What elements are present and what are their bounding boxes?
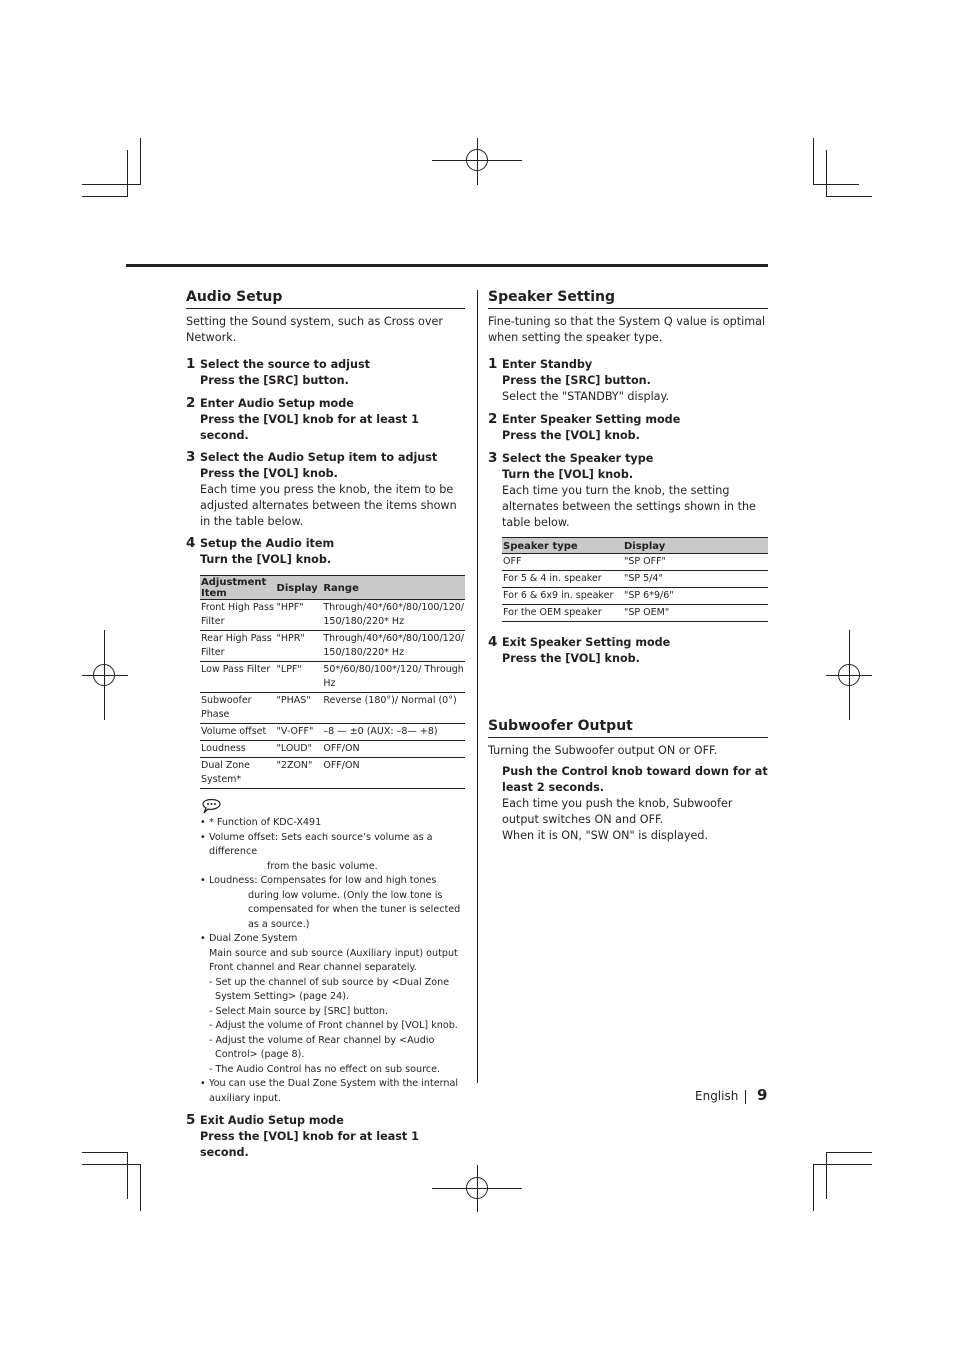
speaker-step-4 (488, 635, 768, 667)
audio-step-1 (186, 357, 465, 389)
step-action: Press the [VOL] knob. (200, 467, 338, 480)
table-cell: Low Pass Filter (200, 662, 276, 693)
note-dash-4: - Adjust the volume of Rear channel by <Audio Control> (page 8). (209, 1034, 435, 1060)
step-action: Press the [VOL] knob. (502, 429, 640, 442)
table-header: Display (276, 576, 323, 600)
table-cell: Dual Zone System* (200, 758, 276, 789)
table-row (502, 588, 768, 605)
note-volume-offset-cont: from the basic volume. (267, 860, 378, 872)
speaker-setting-section (488, 288, 768, 667)
step-number: 4 (186, 535, 196, 551)
step-title: Enter Audio Setup mode (200, 397, 354, 410)
table-row (200, 600, 465, 631)
table-cell: Reverse (180°)/ Normal (0°) (322, 693, 465, 724)
step-title: Exit Speaker Setting mode (502, 636, 671, 649)
step-title: Exit Audio Setup mode (200, 1114, 344, 1127)
step-number: 2 (186, 395, 196, 411)
step-text: Select the "STANDBY" display. (502, 390, 670, 403)
table-cell: Subwoofer Phase (200, 693, 276, 724)
subwoofer-text-2: When it is ON, "SW ON" is displayed. (502, 829, 709, 842)
speaker-type-table (502, 537, 768, 622)
step-title: Select the source to adjust (200, 358, 370, 371)
audio-notes (200, 816, 465, 1106)
table-row (200, 662, 465, 693)
step-number: 4 (488, 634, 498, 650)
table-header: Display (623, 538, 768, 554)
speaker-table-wrap (502, 537, 768, 622)
note-loudness-cont: during low volume. (Only the low tone is compensated for when the tuner is selected as a source.) (248, 889, 461, 930)
table-cell: "HPR" (276, 631, 323, 662)
note-dash-2: - Select Main source by [SRC] button. (209, 1005, 389, 1017)
table-row (200, 724, 465, 741)
table-cell: "PHAS" (276, 693, 323, 724)
table-cell: For the OEM speaker (502, 605, 623, 622)
step-number: 2 (488, 411, 498, 427)
table-cell: "SP 5/4" (623, 571, 768, 588)
step-title: Setup the Audio item (200, 537, 335, 550)
subwoofer-output-section (488, 717, 768, 844)
table-row (200, 631, 465, 662)
footer-separator (745, 1090, 746, 1104)
note-dash-5: - The Audio Control has no effect on sub source. (209, 1063, 441, 1075)
step-title: Select the Speaker type (502, 452, 654, 465)
table-header: Range (322, 576, 465, 600)
table-header: Adjustment Item (200, 576, 276, 600)
note-dual-zone-title: • Dual Zone System (200, 932, 465, 947)
speaker-step-2 (488, 412, 768, 444)
table-cell: Rear High Pass Filter (200, 631, 276, 662)
note-dual-zone-text: Main source and sub source (Auxiliary input) output Front channel and Rear channel separately. (209, 947, 458, 973)
table-cell: 50*/60/80/100*/120/ Through Hz (322, 662, 465, 693)
step-action: Press the [SRC] button. (502, 374, 651, 387)
table-cell: "SP OFF" (623, 554, 768, 571)
step-action: Press the [SRC] button. (200, 374, 349, 387)
table-row (200, 758, 465, 789)
audio-step-3 (186, 450, 465, 530)
table-cell: Through/40*/60*/80/100/120/ 150/180/220* Hz (322, 600, 465, 631)
table-cell: OFF (502, 554, 623, 571)
table-header-row (200, 576, 465, 600)
table-cell: Loudness (200, 741, 276, 758)
step-number: 1 (488, 356, 498, 372)
subwoofer-text-1: Each time you push the knob, Subwoofer output switches ON and OFF. (502, 797, 733, 826)
table-cell: "LPF" (276, 662, 323, 693)
step-text: Each time you press the knob, the item to be adjusted alternates between the items shown in the table below. (200, 483, 457, 528)
step-action: Press the [VOL] knob for at least 1 second. (200, 413, 419, 442)
note-dash-3: - Adjust the volume of Front channel by [VOL] knob. (209, 1020, 458, 1031)
note-loudness: • Loudness: Compensates for low and high tones (200, 874, 465, 889)
table-cell: "2ZON" (276, 758, 323, 789)
header-rule (126, 264, 768, 267)
speaker-step-1 (488, 357, 768, 405)
step-title: Select the Audio Setup item to adjust (200, 451, 438, 464)
step-title: Enter Standby (502, 358, 593, 371)
audio-table-wrap (200, 575, 465, 1106)
audio-setup-section (186, 288, 465, 1161)
table-row (200, 693, 465, 724)
step-number: 5 (186, 1112, 196, 1128)
table-cell: For 6 & 6x9 in. speaker (502, 588, 623, 605)
step-number: 3 (186, 449, 196, 465)
note-function: • * Function of KDC-X491 (200, 816, 465, 831)
table-row (502, 554, 768, 571)
table-cell: OFF/ON (322, 758, 465, 789)
table-cell: For 5 & 4 in. speaker (502, 571, 623, 588)
speaker-step-3 (488, 451, 768, 531)
audio-step-2 (186, 396, 465, 444)
page-number: 9 (757, 1086, 768, 1104)
table-cell: –8 — ±0 (AUX: –8— +8) (322, 724, 465, 741)
page-footer (695, 1089, 738, 1103)
subwoofer-step (488, 764, 768, 844)
table-row (502, 571, 768, 588)
table-cell: "LOUD" (276, 741, 323, 758)
table-cell: OFF/ON (322, 741, 465, 758)
step-action: Turn the [VOL] knob. (200, 553, 332, 566)
step-action: Press the [VOL] knob. (502, 652, 640, 665)
table-cell: "V-OFF" (276, 724, 323, 741)
subwoofer-action: Push the Control knob toward down for at least 2 seconds. (502, 765, 768, 794)
audio-setup-table (200, 575, 465, 789)
step-text: Each time you turn the knob, the setting alternates between the settings shown in the table below. (502, 484, 756, 529)
table-cell: "SP OEM" (623, 605, 768, 622)
step-action: Turn the [VOL] knob. (502, 468, 634, 481)
audio-step-4 (186, 536, 465, 568)
note-volume-offset: • Volume offset: Sets each source’s volume as a difference (200, 831, 465, 860)
subwoofer-output-intro: Turning the Subwoofer output ON or OFF. (488, 744, 718, 757)
audio-step-5 (186, 1113, 465, 1161)
table-cell: Front High Pass Filter (200, 600, 276, 631)
note-icon (200, 795, 224, 815)
column-divider (477, 290, 478, 1083)
footer-language: English (695, 1089, 739, 1103)
speaker-setting-title: Speaker Setting (488, 288, 768, 309)
subwoofer-output-title: Subwoofer Output (488, 717, 768, 738)
note-last: • You can use the Dual Zone System with the internal auxiliary input. (200, 1077, 465, 1106)
table-cell: "SP 6*9/6" (623, 588, 768, 605)
audio-setup-title: Audio Setup (186, 288, 465, 309)
table-header: Speaker type (502, 538, 623, 554)
audio-setup-intro: Setting the Sound system, such as Cross over Network. (186, 315, 444, 344)
step-title: Enter Speaker Setting mode (502, 413, 681, 426)
step-number: 1 (186, 356, 196, 372)
speaker-setting-intro: Fine-tuning so that the System Q value is optimal when setting the speaker type. (488, 315, 766, 344)
table-header-row (502, 538, 768, 554)
table-row (200, 741, 465, 758)
note-dash-1: - Set up the channel of sub source by <Dual Zone System Setting> (page 24). (209, 976, 450, 1002)
table-cell: Through/40*/60*/80/100/120/ 150/180/220* Hz (322, 631, 465, 662)
table-row (502, 605, 768, 622)
table-cell: "HPF" (276, 600, 323, 631)
step-action: Press the [VOL] knob for at least 1 second. (200, 1130, 419, 1159)
step-number: 3 (488, 450, 498, 466)
table-cell: Volume offset (200, 724, 276, 741)
